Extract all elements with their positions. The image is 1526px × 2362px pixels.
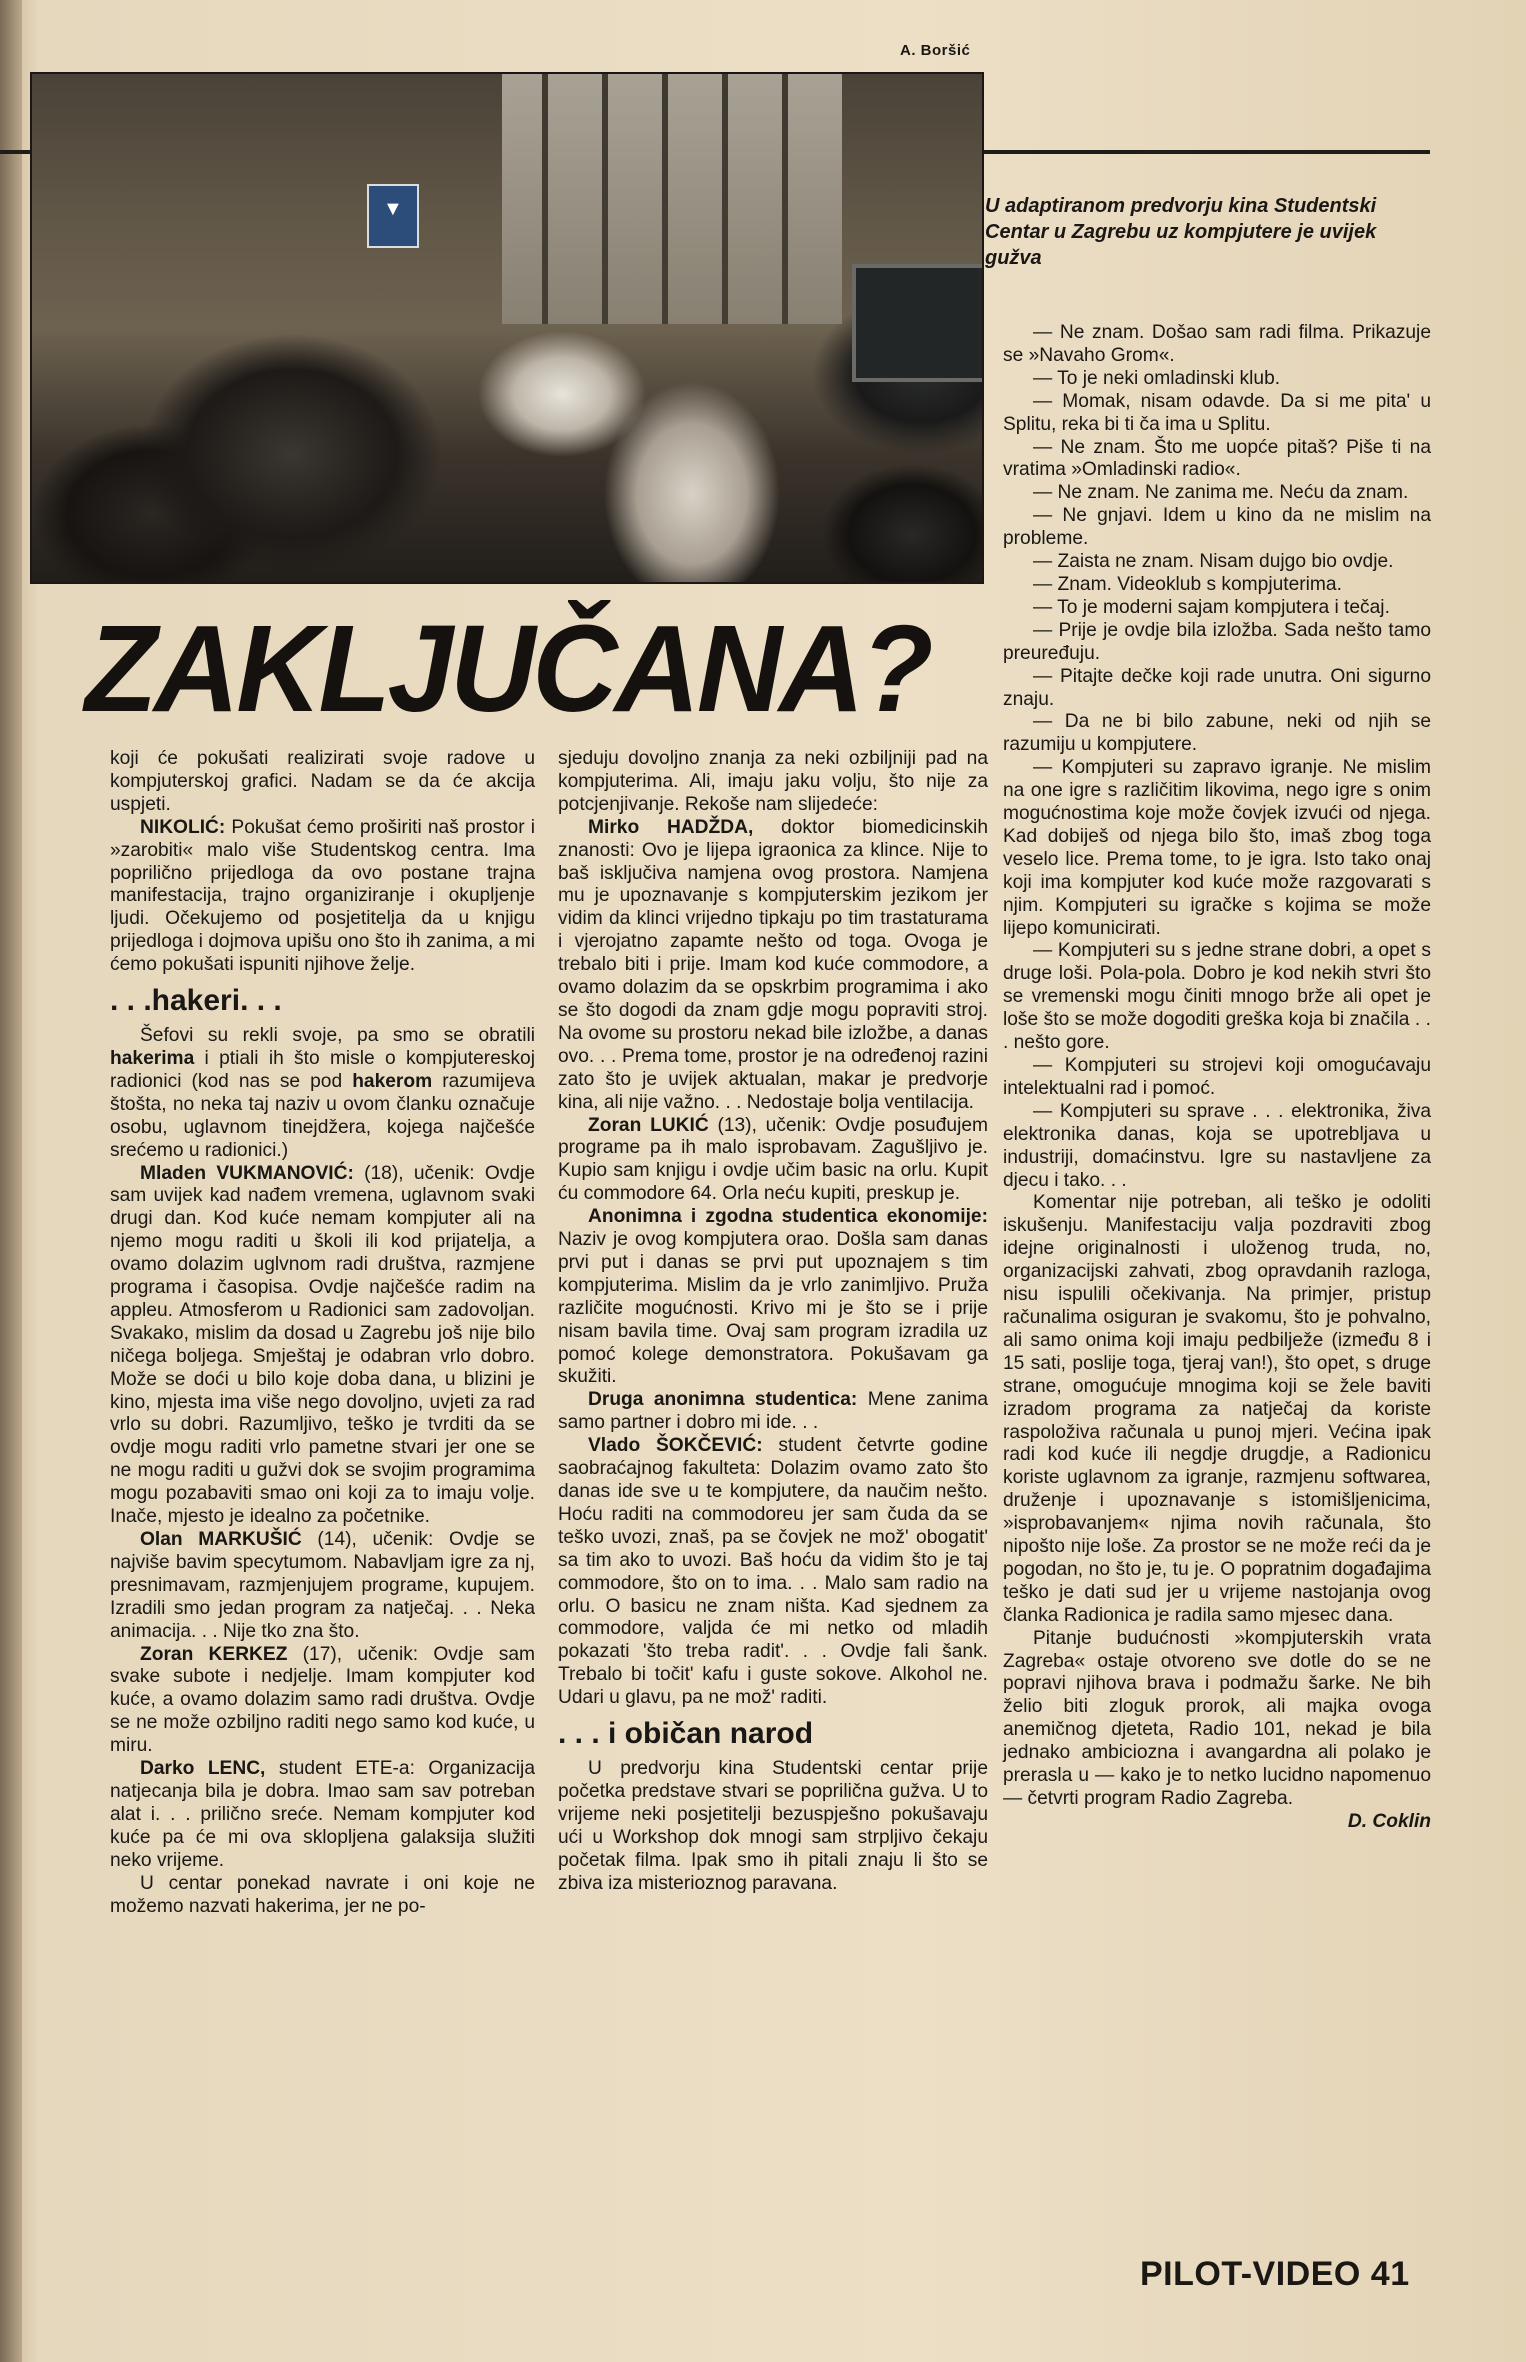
binding-spine (0, 0, 22, 2362)
text-run: Šefovi su rekli svoje, pa smo se obratili (140, 1025, 535, 1047)
paragraph: U centar ponekad navrate i oni koje ne možemo nazvati hakerima, jer ne po- (110, 1872, 535, 1917)
text-run: i ptiali ih što misle o kompjutereskoj radionici (kod nas se pod (110, 1047, 535, 1092)
quote-line: — To je moderni sajam kompjutera i tečaj. (1033, 596, 1390, 618)
paragraph: koji će pokušati realizirati svoje radove u kompjuterskoj grafici. Nadam se da će akcija uspjeti. (110, 748, 535, 815)
quote-line: — Kompjuteri su s jedne strane dobri, a opet s druge loši. Pola-pola. Dobro je kod nekih stvri što se vremenski mogu činiti mnogo brže ali opet je loše što se može dogoditi greška koja bi značila . . . nešto gore. (1003, 940, 1431, 1054)
paragraph (110, 1529, 535, 1644)
paragraph: sjeduju dovoljno znanja za neki ozbiljniji pad na kompjuterima. Ali, imaju jaku volju, što nije za potcjenjivanje. Rekoše nam slijedeće: (558, 748, 988, 815)
speaker-name: NIKOLIĆ: (140, 816, 226, 838)
photo-credit: A. Boršić (900, 42, 971, 59)
speaker-text: student četvrte godine saobraćajnog fakulteta: Dolazim ovamo zato što danas ide sve u te kompjutere, da naučim nešto. Hoću raditi na commodoreu jer sam čuda da se teško uvozi, znaš, pa se čovjek ne mož' obogatit' sa tim ako to uvozi. Baš hoću da vidim što je taj commodore, što on to ima. . . Malo sam radio na orlu. O basicu ne znam ništa. Kad sjednem za commodore, valjda će mi netko od mladih pokazati 'što treba radit'. . . Ovdje fali šank. Trebalo bi točit' kafu i guste sokove. Alkohol ne. Udari u glavu, pa ne mož' raditi. (558, 1435, 988, 1709)
speaker-text: (18), učenik: Ovdje sam uvijek kad nađem vremena, uglavnom svaki drugi dan. Kod kuće nemam kompjuter ali na njemo mogu raditi u školi ili kod prijatelja, a ovamo dolazim uglvnom radi društva, razmjene programa i časopisa. Ovdje najčešće radim na appleu. Atmosferom u Radionici sam zadovoljan. Svakako, mislim da dosad u Zagrebu još nije bilo ničega boljega. Smještaj je odabran vrlo dobro. Može se doći u bilo koje doba dana, u blizini je kino, mjesta ima više nego dovoljno, uvjeti za rad vrlo su dobri. Razumljivo, teško je tvrditi da se ovdje mogu raditi vrlo pametne stvari jer one se ne mogu raditi u gužvi dok se svojim programima mogu pozabaviti smao oni koji za to imaju volje. Inače, mjesto je idealno za početnike. (110, 1162, 535, 1528)
speaker-name: Zoran LUKIĆ (588, 1114, 709, 1136)
speaker-text: (17), učenik: Ovdje sam svake subote i nedjelje. Imam kompjuter kod kuće, a ovamo dolazim samo radi društva. Ovdje se ne može ozbiljno raditi nego samo kod kuće, u miru. (110, 1643, 535, 1757)
paragraph (558, 1389, 988, 1435)
text-run: razumijeva štošta, no neka taj naziv u ovom članku označuje osobu, uglavnom tinejdžera, kojega najčešće srećemo u radionici.) (110, 1070, 535, 1161)
paragraph (558, 1435, 988, 1710)
quote-line: — Ne znam. Došao sam radi filma. Prikazuje se »Navaho Grom«. (1003, 322, 1431, 366)
page-footer: PILOT-VIDEO 41 (1140, 2255, 1410, 2293)
quote-line: — Prije je ovdje bila izložba. Sada nešto tamo preuređuju. (1003, 619, 1431, 664)
paragraph (558, 1206, 988, 1389)
paragraph (558, 1115, 988, 1207)
article-title: ZAKLJUČANA? (85, 599, 931, 739)
photo-monitor (852, 264, 984, 382)
quote-line: — Da ne bi bilo zabune, neki od njih se razumiju u kompjutere. (1003, 711, 1431, 756)
speaker-name: Vlado ŠOKČEVIĆ: (588, 1435, 763, 1457)
paragraph (110, 1644, 535, 1759)
photo-sign (367, 184, 419, 248)
speaker-name: Zoran KERKEZ (140, 1643, 288, 1665)
paragraph: Komentar nije potreban, ali teško je odoliti iskušenju. Manifestaciju valja pozdraviti zbog idejne originalnosti i uloženog truda, no, organizacijski zahvati, zbog opravdanih razloga, nisu ispulili očekivanja. Na primjer, pristup računalima osiguran je svakomu, što je pohvalno, ali samo onima koji imaju pedbilježe (između 8 i 15 sati, poslije toga, tjeraj van!), što opet, s druge strane, omogućuje mnogima koji se žele baviti izradom programa za natječaj da koriste raspoloživa računala u punoj mjeri. Većina ipak radi kod kuće ili negdje drugdje, a Radionicu koriste uglavnom za igranje, razmjenu softwarea, druženje i upoznavanje s istomišljenicima, »isprobavanjem« njima novih računala, što nipošto nije loše. Za prostor se ne može reći da je pogodan, no što je, tu je. O popratnim događajima teško je dati sud jer u vrijeme nastojanja ovog članka Radionica je radila samo mjesec dana. (1003, 1192, 1431, 1626)
quote-line: — Kompjuteri su sprave . . . elektronika, živa elektronika danas, koja se upotrebljava u industriji, domaćinstvu. Igre su nastavljene za djecu i tako. . . (1003, 1100, 1431, 1191)
article-photo (30, 72, 984, 584)
author-signature: D. Coklin (1347, 1810, 1431, 1832)
paragraph (110, 1163, 535, 1530)
quote-line: — Momak, nisam odavde. Da si me pita' u Splitu, reka bi ti ča ima u Splitu. (1003, 390, 1431, 435)
quote-line: — Zaista ne znam. Nisam dujgo bio ovdje. (1033, 551, 1394, 573)
column-3 (1003, 322, 1431, 1834)
photo-caption: U adaptiranom predvorju kina Studentski Centar u Zagrebu uz kompjutere je uvijek gužva (985, 195, 1377, 269)
speaker-text: Pokušat ćemo proširiti naš prostor i »zarobiti« malo više Studentskog centra. Ima poprilično prijedloga da ovo postane trajna manifestacija, trajno organiziranje i okupljenje ljudi. Očekujemo od posjetitelja da u knjigu prijedloga i dojmova upišu ono što ih zanima, a mi ćemo pokušati ispuniti njihove želje. (110, 816, 535, 976)
column-2 (558, 748, 988, 1896)
speaker-name: Mirko HADŽDA, (588, 816, 754, 838)
paragraph (110, 1025, 535, 1162)
paragraph: U predvorju kina Studentski centar prije početka predstave stvari se poprilična gužva. U to vrijeme neki posjetitelji bezuspješno pokušavaju ući u Workshop dok mnogi sam strpljivo čekaju početak filma. Ipak smo ih pitali znaju li što se zbiva iza misterioznog paravana. (558, 1758, 988, 1894)
speaker-text: student ETE-a: Organizacija natjecanja bila je dobra. Imao sam sav potreban alat i. . . prilično sreće. Nemam kompjuter kod kuće pa će mi ova sklopljena galaksija služiti neko vrijeme. (110, 1758, 535, 1871)
paragraph: Pitanje budućnosti »kompjuterskih vrata Zagreba« ostaje otvoreno sve dotle do se ne popravi njihova brava i podmažu šarke. Ne bih želio biti zloguk prorok, ali majka ovoga anemičnog djeteta, Radio 101, nekad je bila jednako ambiciozna i avangardna ali polako je prerasla u — kako je to netko lucidno napomenuo — četvrti program Radio Zagreba. (1003, 1627, 1431, 1809)
quote-line: — Pitajte dečke koji rade unutra. Oni sigurno znaju. (1003, 665, 1431, 710)
quote-line: — Ne gnjavi. Idem u kino da ne mislim na probleme. (1003, 505, 1431, 550)
photo-window (502, 74, 842, 324)
speaker-name: Olan MARKUŠIĆ (140, 1529, 302, 1550)
speaker-text: Naziv je ovog kompjutera orao. Došla sam danas prvi put i danas se prvi put upoznajem s tim kompjuterima. Mislim da je vrlo zanimljivo. Pruža različite mogućnosti. Krivo mi je što se i prije nisam bavila time. Ovaj sam program izradila uz pomoć kolege demonstratora. Pokušavam ga skužiti. (558, 1229, 988, 1388)
speaker-text: Mene zanima samo partner i dobro mi ide. . . (558, 1389, 989, 1434)
speaker-text: (13), učenik: Ovdje posuđujem programe pa ih malo isprobavam. Zagušljivo je. Kupio sam knjigu i ovdje učim basic na orlu. Kupit ću commodore 64. Orla neću kupiti, preskup je. (558, 1114, 988, 1205)
speaker-name: Anonimna i zgodna studentica ekonomije: (588, 1206, 988, 1228)
quote-line: — Kompjuteri su zapravo igranje. Ne mislim na one igre s različitim likovima, nego igre s onim mogućnostima koje može čovjek izvući od njega. Kad dobiješ od njega bilo što, imaš zbog toga veselo lice. Prema tome, to je igra. Isto tako onaj koji ima kompjuter kod kuće može razgovarati s njim. Kompjuteri su igračke s kojima se može lijepo komunicirati. (1003, 757, 1431, 939)
quote-line: — Kompjuteri su strojevi koji omogućavaju intelektualni rad i pomoć. (1003, 1055, 1431, 1099)
speaker-text: doktor biomedicinskih znanosti: Ovo je lijepa igraonica za klince. Nije to baš isključiva namjena ovog prostora. Namjena mu je upoznavanje s kompjuterskim jezikom jer vidim da klinci vrijedno tipkaju po tim trastaturama i vjerojatno zapamte nešto od toga. Ovoga je trebalo biti i prije. Imam kod kuće commodore, a ovamo dolazim da se opskrbim programima i ako se što dogodi da znam gdje mogu popraviti stroj. Na ovome su prostoru nekad bile izložbe, a danas ovo. . . Prema tome, prostor je na određenoj razini zato što je uvijek aktualan, makar je predvorje kina, ali nije važno. . . Nedostaje bolja ventilacija. (558, 816, 988, 1113)
subheading: . . .hakeri. . . (110, 984, 282, 1018)
paragraph (110, 1758, 535, 1873)
speaker-name: Mladen VUKMANOVIĆ: (140, 1162, 354, 1184)
emphasis: hakerima (110, 1047, 195, 1069)
paragraph (110, 817, 535, 977)
subheading: . . . i običan narod (558, 1717, 814, 1751)
quote-line: — Ne znam. Što me uopće pitaš? Piše ti na vratima »Omladinski radio«. (1003, 436, 1431, 481)
quote-line: — To je neki omladinski klub. (1033, 367, 1281, 389)
paragraph (558, 817, 988, 1115)
column-1 (110, 748, 535, 1918)
quote-line: — Ne znam. Ne zanima me. Neću da znam. (1033, 482, 1409, 504)
speaker-text: (14), učenik: Ovdje se najviše bavim specytumom. Nabavljam igre za nj, presnimavam, razmjenjujem programe, kupujem. Izradili smo jedan program za natječaj. . . Neka animacija. . . Nije tko zna što. (110, 1529, 536, 1642)
emphasis: hakerom (352, 1070, 433, 1092)
speaker-name: Druga anonimna studentica: (588, 1389, 858, 1411)
speaker-name: Darko LENC, (140, 1758, 266, 1780)
quote-line: — Znam. Videoklub s kompjuterima. (1033, 573, 1342, 595)
